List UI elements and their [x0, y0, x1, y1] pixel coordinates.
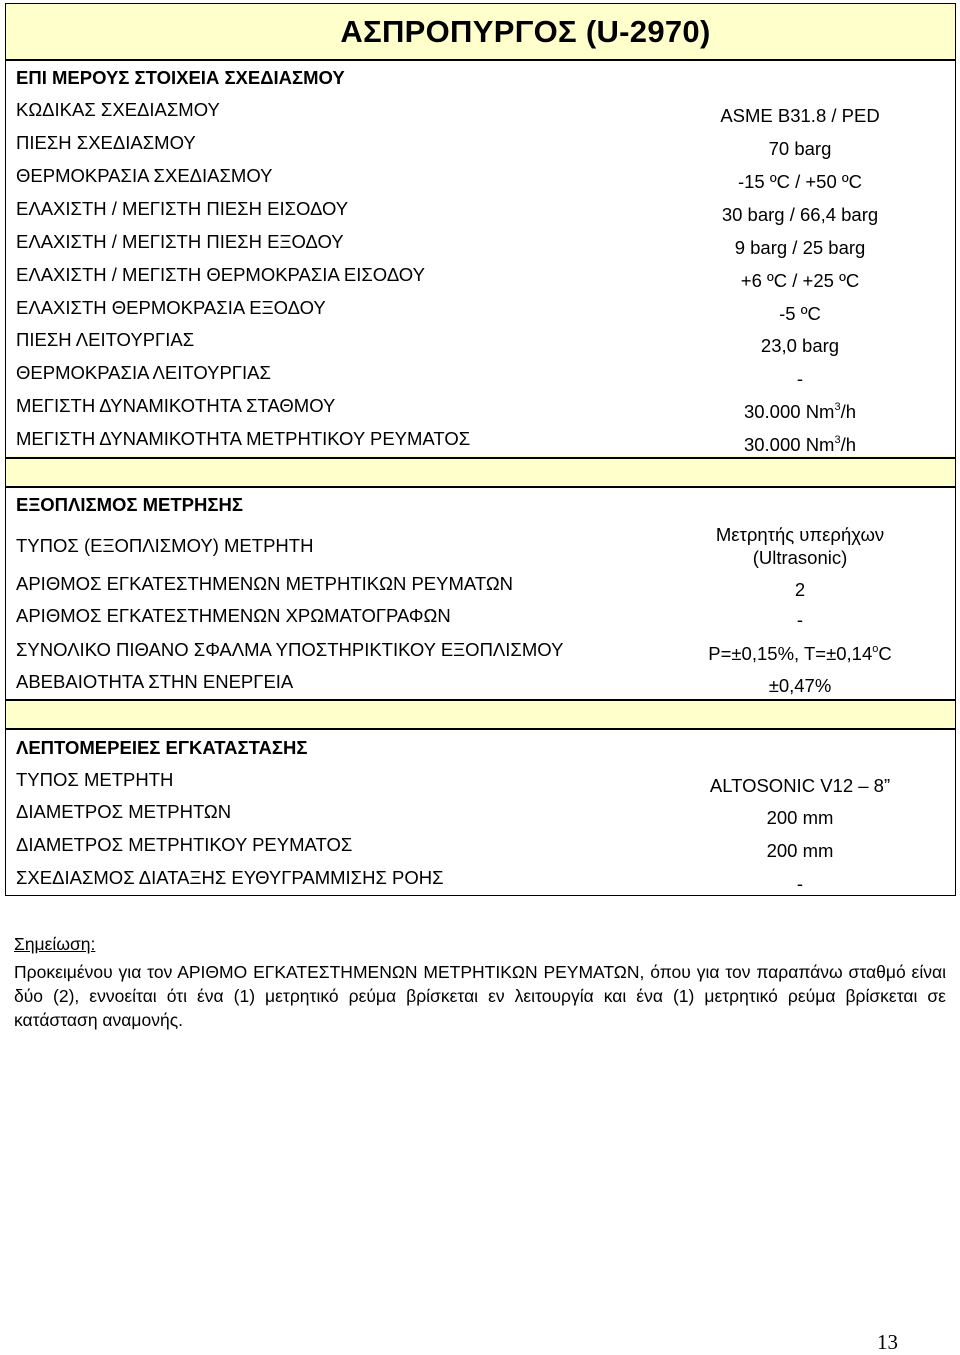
- row-label: ΔΙΑΜΕΤΡΟΣ ΜΕΤΡΗΤΩΝ: [16, 801, 232, 822]
- page-title: ΑΣΠΡΟΠΥΡΓΟΣ (U-2970): [340, 13, 711, 49]
- row-value: [626, 204, 960, 226]
- meter-type-label: ΤΥΠΟΣ (ΕΞΟΠΛΙΣΜΟΥ) ΜΕΤΡΗΤΗ: [16, 535, 314, 556]
- row-value-superscript: o: [872, 642, 879, 655]
- note-title: Σημείωση:: [14, 934, 96, 954]
- meter-type-value-line2: (Ultrasonic): [752, 547, 848, 568]
- row-label: ΕΛΑΧΙΣΤΗ / ΜΕΓΙΣΤΗ ΘΕΡΜΟΚΡΑΣΙΑ ΕΙΣΟΔΟΥ: [16, 264, 425, 285]
- row-value-text: 200 mm: [766, 807, 834, 828]
- row-label: ΤΥΠΟΣ ΜΕΤΡΗΤΗ: [16, 769, 174, 790]
- row-label: ΕΛΑΧΙΣΤΗ / ΜΕΓΙΣΤΗ ΠΙΕΣΗ ΕΙΣΟΔΟΥ: [16, 198, 349, 219]
- row-value-text: 70 barg: [768, 138, 832, 159]
- row-value-suffix: /h: [840, 401, 857, 422]
- row-label: ΘΕΡΜΟΚΡΑΣΙΑ ΛΕΙΤΟΥΡΓΙΑΣ: [16, 362, 271, 383]
- row-value-text: -5 ºC: [779, 303, 821, 324]
- row-label: ΜΕΓΙΣΤΗ ΔΥΝΑΜΙΚΟΤΗΤΑ ΣΤΑΘΜΟΥ: [16, 395, 336, 416]
- metering-equipment-section: [5, 458, 956, 700]
- page-number: 13: [877, 1330, 898, 1354]
- row-value-text: 30 barg / 66,4 barg: [721, 204, 879, 225]
- row-label: ΣΧΕΔΙΑΣΜΟΣ ΔΙΑΤΑΞΗΣ ΕΥΘΥΓΡΑΜΜΙΣΗΣ ΡΟΗΣ: [16, 867, 444, 888]
- document-header: [5, 3, 956, 60]
- design-data-section: [5, 60, 956, 458]
- row-label: ΘΕΡΜΟΚΡΑΣΙΑ ΣΧΕΔΙΑΣΜΟΥ: [16, 165, 273, 186]
- row-value: [626, 171, 960, 193]
- row-value-text: 30.000 Nm: [743, 401, 835, 422]
- row-label: ΚΩΔΙΚΑΣ ΣΧΕΔΙΑΣΜΟΥ: [16, 99, 220, 120]
- row-value: [626, 303, 960, 325]
- row-value-text: 23,0 barg: [760, 335, 840, 356]
- row-value-text: 9 barg / 25 barg: [734, 237, 866, 258]
- row-value: [626, 643, 960, 665]
- row-value-text: 30.000 Nm: [743, 434, 835, 455]
- installation-details-section: [5, 700, 956, 896]
- row-value: [626, 775, 960, 797]
- row-label: ΑΡΙΘΜΟΣ ΕΓΚΑΤΕΣΤΗΜΕΝΩΝ ΜΕΤΡΗΤΙΚΩΝ ΡΕΥΜΑΤΩΝ: [16, 573, 514, 594]
- row-value: [626, 873, 960, 895]
- row-value: [626, 335, 960, 357]
- row-value-text: -: [796, 873, 804, 894]
- row-value-text: ALTOSONIC V12 – 8”: [709, 775, 891, 796]
- row-value: [626, 368, 960, 390]
- row-value: [626, 138, 960, 160]
- row-value: [626, 675, 960, 697]
- note-body: Προκειμένου για τον ΑΡΙΘΜΟ ΕΓΚΑΤΕΣΤΗΜΕΝΩΝ ΜΕΤΡΗΤΙΚΩΝ ΡΕΥΜΑΤΩΝ, όπου για τον παραπάνω σταθμό είναι δύο (2), εννοείται ότι ένα (1) μετρητικό ρεύμα βρίσκεται εν λειτουργία και ένα (1) μετρητικό ρεύμα βρίσκεται σε κατάσταση αναμονής.: [14, 962, 946, 1030]
- row-label: ΕΛΑΧΙΣΤΗ ΘΕΡΜΟΚΡΑΣΙΑ ΕΞΟΔΟΥ: [16, 297, 326, 318]
- row-value-text: ASME B31.8 / PED: [720, 105, 880, 126]
- section-heading: ΕΠΙ ΜΕΡΟΥΣ ΣΤΟΙΧΕΙΑ ΣΧΕΔΙΑΣΜΟΥ: [16, 67, 345, 88]
- row-label: ΣΥΝΟΛΙΚΟ ΠΙΘΑΝΟ ΣΦΑΛΜΑ ΥΠΟΣΤΗΡΙΚΤΙΚΟΥ ΕΞΟΠΛΙΣΜΟΥ: [16, 639, 564, 660]
- row-value: [626, 105, 960, 127]
- row-value-superscript: 3: [834, 400, 841, 413]
- row-value: [626, 807, 960, 829]
- row-label: ΕΛΑΧΙΣΤΗ / ΜΕΓΙΣΤΗ ΠΙΕΣΗ ΕΞΟΔΟΥ: [16, 231, 344, 252]
- row-label: ΠΙΕΣΗ ΛΕΙΤΟΥΡΓΙΑΣ: [16, 329, 195, 350]
- row-value: [626, 237, 960, 259]
- row-label: ΑΒΕΒΑΙΟΤΗΤΑ ΣΤΗΝ ΕΝΕΡΓΕΙΑ: [16, 671, 294, 692]
- row-value-suffix: /h: [840, 434, 857, 455]
- row-label: ΠΙΕΣΗ ΣΧΕΔΙΑΣΜΟΥ: [16, 132, 196, 153]
- row-value: [626, 270, 960, 292]
- row-label: ΔΙΑΜΕΤΡΟΣ ΜΕΤΡΗΤΙΚΟΥ ΡΕΥΜΑΤΟΣ: [16, 834, 353, 855]
- row-value-text: +6 ºC / +25 ºC: [740, 270, 860, 291]
- section-heading: ΕΞΟΠΛΙΣΜΟΣ ΜΕΤΡΗΣΗΣ: [16, 494, 243, 515]
- row-value-suffix: C: [878, 643, 892, 664]
- row-value-text: -: [796, 368, 804, 389]
- row-value-text: -15 ºC / +50 ºC: [737, 171, 863, 192]
- row-value-text: 2: [794, 579, 806, 600]
- section-divider: [6, 486, 955, 488]
- note-block: [14, 932, 946, 1032]
- row-value-text: ±0,47%: [768, 675, 832, 696]
- row-value-text: -: [796, 609, 804, 630]
- section-divider: [6, 728, 955, 730]
- row-label: ΜΕΓΙΣΤΗ ΔΥΝΑΜΙΚΟΤΗΤΑ ΜΕΤΡΗΤΙΚΟΥ ΡΕΥΜΑΤΟΣ: [16, 428, 471, 449]
- section-heading: ΛΕΠΤΟΜΕΡΕΙΕΣ ΕΓΚΑΤΑΣΤΑΣΗΣ: [16, 737, 308, 758]
- row-value: [626, 840, 960, 862]
- row-value: [626, 401, 960, 423]
- row-value: [626, 609, 960, 631]
- meter-type-value-line1: Μετρητής υπερήχων: [715, 524, 885, 545]
- row-value: [626, 579, 960, 601]
- row-label: ΑΡΙΘΜΟΣ ΕΓΚΑΤΕΣΤΗΜΕΝΩΝ ΧΡΩΜΑΤΟΓΡΑΦΩΝ: [16, 605, 451, 626]
- row-value-text: 200 mm: [766, 840, 834, 861]
- row-value-superscript: 3: [834, 433, 841, 446]
- row-value: [626, 434, 960, 456]
- row-value-text: P=±0,15%, T=±0,14: [708, 643, 873, 664]
